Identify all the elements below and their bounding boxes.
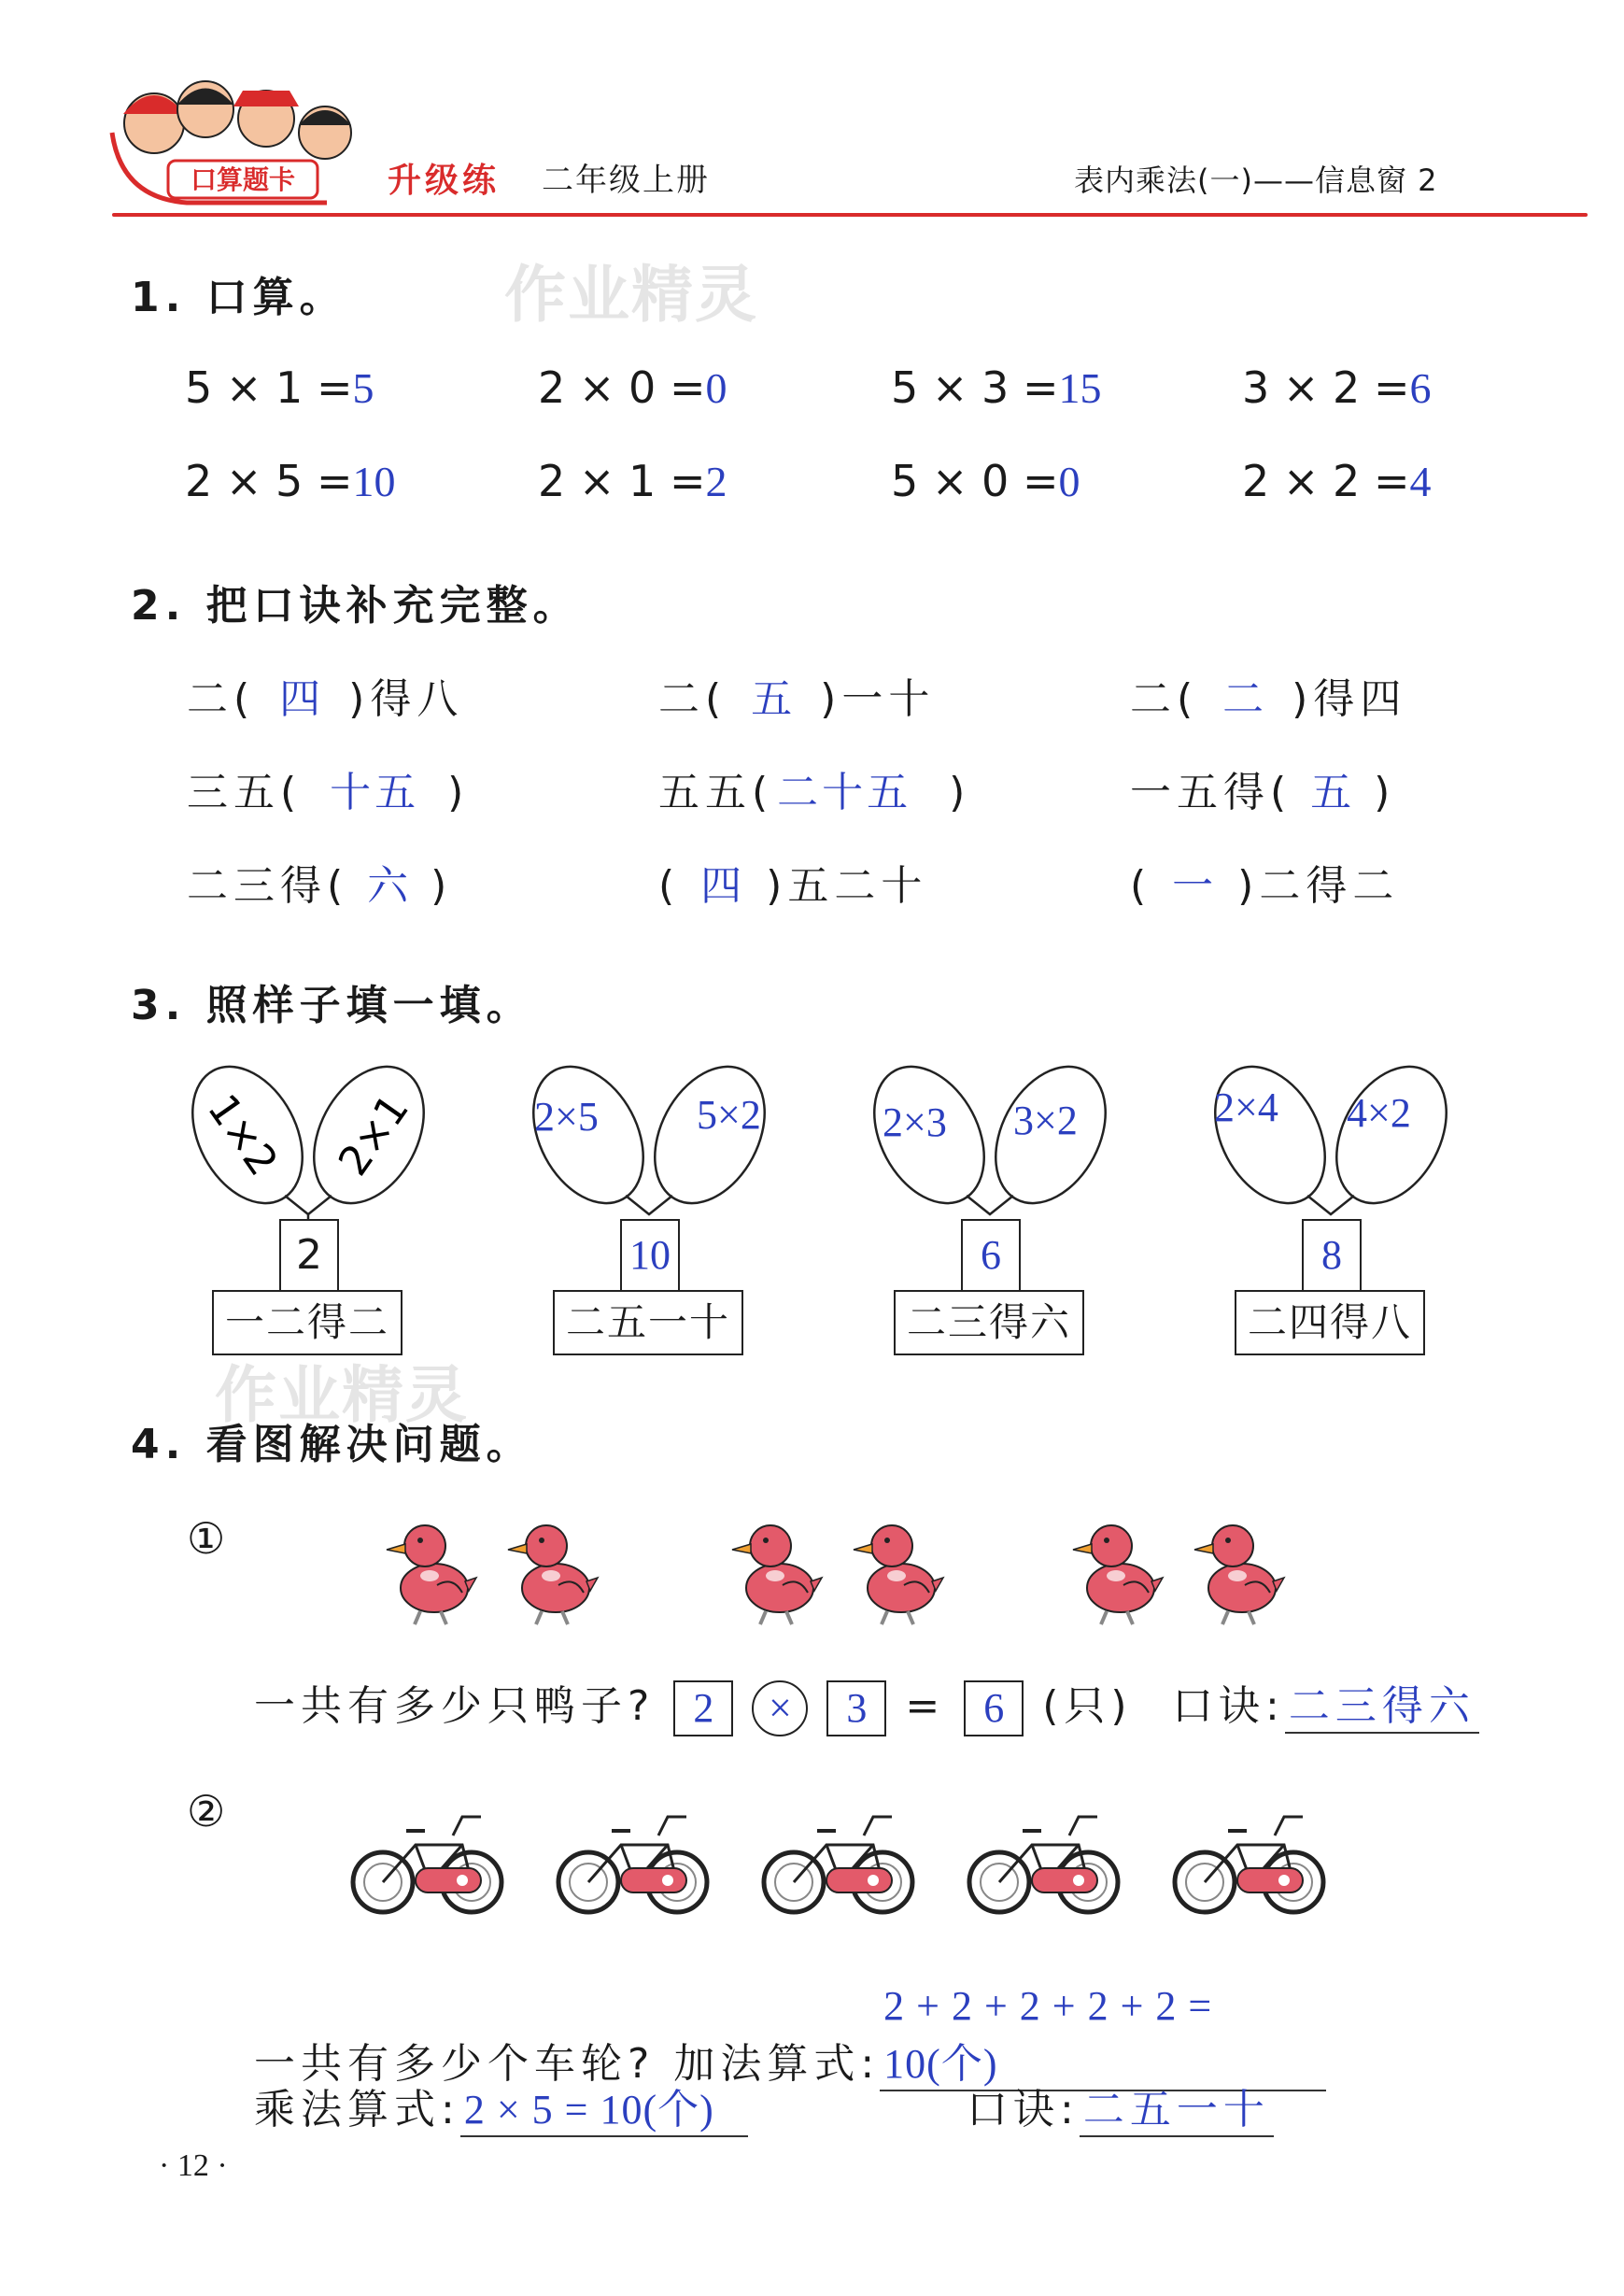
q1-item: 2 × 5 =10 xyxy=(185,456,396,506)
grade-label: 二年级上册 xyxy=(542,162,710,199)
bicycle-icon xyxy=(764,1817,912,1912)
leaf-right-text: 2×1 xyxy=(329,1085,418,1184)
q1-item: 5 × 3 =15 xyxy=(891,362,1102,413)
rhyme-box: 二五一十 xyxy=(553,1290,743,1355)
rhyme-box: 一二得二 xyxy=(212,1290,402,1355)
q4-p2-question: 一共有多少个车轮? 加法算式: xyxy=(254,2040,881,2088)
leaf-left-answer: 2×3 xyxy=(883,1099,947,1145)
header-rule xyxy=(112,213,1588,217)
q4-p1-question: 一共有多少只鸭子? xyxy=(254,1682,656,1730)
q4-title: 4. 看图解决问题。 xyxy=(131,1421,533,1468)
duck-icon xyxy=(732,1525,822,1624)
multiplication-answer: 2 × 5 = 10(个) xyxy=(460,2076,748,2137)
bicycle-icon xyxy=(353,1817,501,1912)
q2-item: ( 一 )二得二 xyxy=(1130,862,1400,910)
q3-title: 3. 照样子填一填。 xyxy=(131,982,533,1029)
leaf-right-answer: 3×2 xyxy=(1013,1098,1078,1143)
q2-item: 二( 二 )得四 xyxy=(1130,675,1407,723)
addition-answer: 2 + 2 + 2 + 2 + 2 = 10(个) xyxy=(880,1982,1326,2091)
q2-title: 2. 把口诀补充完整。 xyxy=(131,582,580,630)
q4-p2-marker: ② xyxy=(187,1786,226,1836)
ducks-illustration xyxy=(374,1504,1307,1635)
q3-item xyxy=(523,1065,784,1345)
q1-item: 5 × 1 =5 xyxy=(185,362,374,413)
q1-item: 2 × 2 =4 xyxy=(1242,456,1432,506)
q2-item: 二( 四 )得八 xyxy=(187,675,464,723)
q1-item: 2 × 1 =2 xyxy=(538,456,727,506)
rhyme-box: 二四得八 xyxy=(1235,1290,1425,1355)
rhyme-label: 口诀: xyxy=(967,2086,1080,2133)
mult-label: 乘法算式: xyxy=(254,2086,460,2133)
operator-circle: × xyxy=(752,1680,808,1736)
duck-icon xyxy=(1073,1525,1163,1624)
leaf-left-answer: 2×5 xyxy=(534,1094,599,1140)
q4-p1-rhyme xyxy=(1172,1672,1479,1734)
q4-p1-marker: ① xyxy=(187,1513,226,1564)
leaf-right-answer: 5×2 xyxy=(697,1092,761,1138)
leaf-right-answer: 4×2 xyxy=(1347,1090,1411,1136)
q3-item-example xyxy=(182,1065,444,1345)
rhyme-answer: 二三得六 xyxy=(1285,1672,1479,1734)
header-logo xyxy=(103,67,383,207)
bikes-illustration xyxy=(346,1793,1354,1915)
q4-p2-rhyme xyxy=(967,2076,1274,2137)
brand-label: 升级练 xyxy=(388,162,501,200)
bicycle-icon xyxy=(1175,1817,1323,1912)
q2-item: 三五( 十五 ) xyxy=(187,769,470,816)
duck-icon xyxy=(387,1525,476,1624)
watermark: 作业精灵 xyxy=(504,259,758,331)
q4-p1-sentence xyxy=(254,1672,1133,1736)
product-box: 8 xyxy=(1302,1219,1362,1292)
q2-item: ( 四 )五二十 xyxy=(658,862,928,910)
logo-text: 口算题卡 xyxy=(190,164,296,195)
topic-label: 表内乘法(一)——信息窗 2 xyxy=(1074,163,1438,198)
rhyme-answer: 二五一十 xyxy=(1080,2076,1274,2137)
duck-icon xyxy=(1194,1525,1284,1624)
q4-p2-mult-line xyxy=(254,2076,748,2137)
bicycle-icon xyxy=(969,1817,1118,1912)
duck-icon xyxy=(854,1525,943,1624)
product-box: 10 xyxy=(620,1219,680,1292)
duck-icon xyxy=(508,1525,598,1624)
equals-sign: = xyxy=(905,1682,946,1730)
q1-title: 1. 口算。 xyxy=(131,274,346,321)
q1-item: 5 × 0 =0 xyxy=(891,456,1080,506)
answer-box-a: 2 xyxy=(673,1680,733,1736)
q2-item: 一五得( 五 ) xyxy=(1130,769,1396,816)
product-box: 6 xyxy=(961,1219,1021,1292)
q2-item: 二( 五 )一十 xyxy=(658,675,936,723)
watermark-2: 作业精灵 xyxy=(215,1359,469,1431)
product-box: 2 xyxy=(279,1219,339,1292)
q3-item xyxy=(1205,1065,1466,1345)
unit-label: (只) xyxy=(1042,1682,1133,1730)
bicycle-icon xyxy=(558,1817,707,1912)
q1-item: 2 × 0 =0 xyxy=(538,362,727,413)
answer-box-b: 3 xyxy=(826,1680,886,1736)
leaf-left-text: 1×2 xyxy=(198,1085,288,1184)
q2-item: 二三得( 六 ) xyxy=(187,862,453,910)
leaf-left-answer: 2×4 xyxy=(1214,1084,1278,1130)
q1-item: 3 × 2 =6 xyxy=(1242,362,1432,413)
page-number: · 12 · xyxy=(159,2148,228,2183)
rhyme-label: 口诀: xyxy=(1172,1682,1285,1730)
rhyme-box: 二三得六 xyxy=(894,1290,1084,1355)
answer-box-result: 6 xyxy=(964,1680,1024,1736)
q2-item: 五五(二十五 ) xyxy=(658,769,971,816)
q3-item xyxy=(864,1065,1125,1345)
